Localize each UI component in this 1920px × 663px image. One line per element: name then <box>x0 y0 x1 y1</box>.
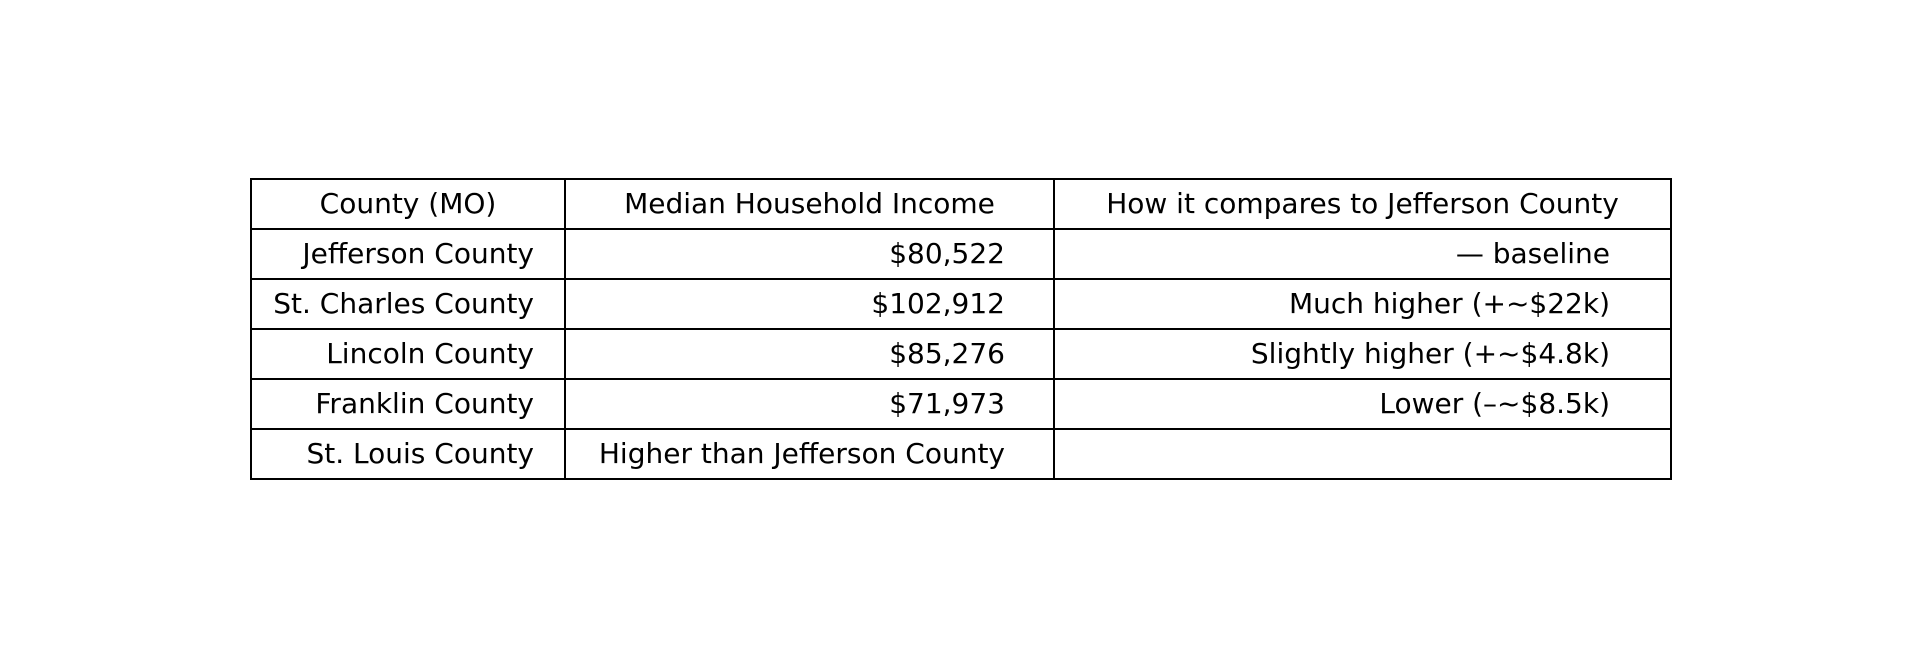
column-header-income: Median Household Income <box>565 179 1054 229</box>
income-comparison-table-container <box>250 178 1672 480</box>
cell-income: $102,912 <box>565 279 1054 329</box>
cell-income: $71,973 <box>565 379 1054 429</box>
table-header <box>251 179 1671 229</box>
cell-county: Franklin County <box>251 379 565 429</box>
cell-county: St. Charles County <box>251 279 565 329</box>
table-body <box>251 229 1671 479</box>
cell-income: $85,276 <box>565 329 1054 379</box>
column-header-compare: How it compares to Jefferson County <box>1054 179 1671 229</box>
cell-compare <box>1054 429 1671 479</box>
table-row <box>251 279 1671 329</box>
cell-income: $80,522 <box>565 229 1054 279</box>
cell-county: Lincoln County <box>251 329 565 379</box>
cell-county: Jefferson County <box>251 229 565 279</box>
cell-compare: Slightly higher (+~$4.8k) <box>1054 329 1671 379</box>
cell-income: Higher than Jefferson County <box>565 429 1054 479</box>
column-header-county: County (MO) <box>251 179 565 229</box>
table-row <box>251 429 1671 479</box>
header-row <box>251 179 1671 229</box>
table-row <box>251 379 1671 429</box>
cell-county: St. Louis County <box>251 429 565 479</box>
cell-compare: Much higher (+~$22k) <box>1054 279 1671 329</box>
table-row <box>251 229 1671 279</box>
cell-compare: — baseline <box>1054 229 1671 279</box>
cell-compare: Lower (–~$8.5k) <box>1054 379 1671 429</box>
income-comparison-table <box>250 178 1672 480</box>
table-row <box>251 329 1671 379</box>
